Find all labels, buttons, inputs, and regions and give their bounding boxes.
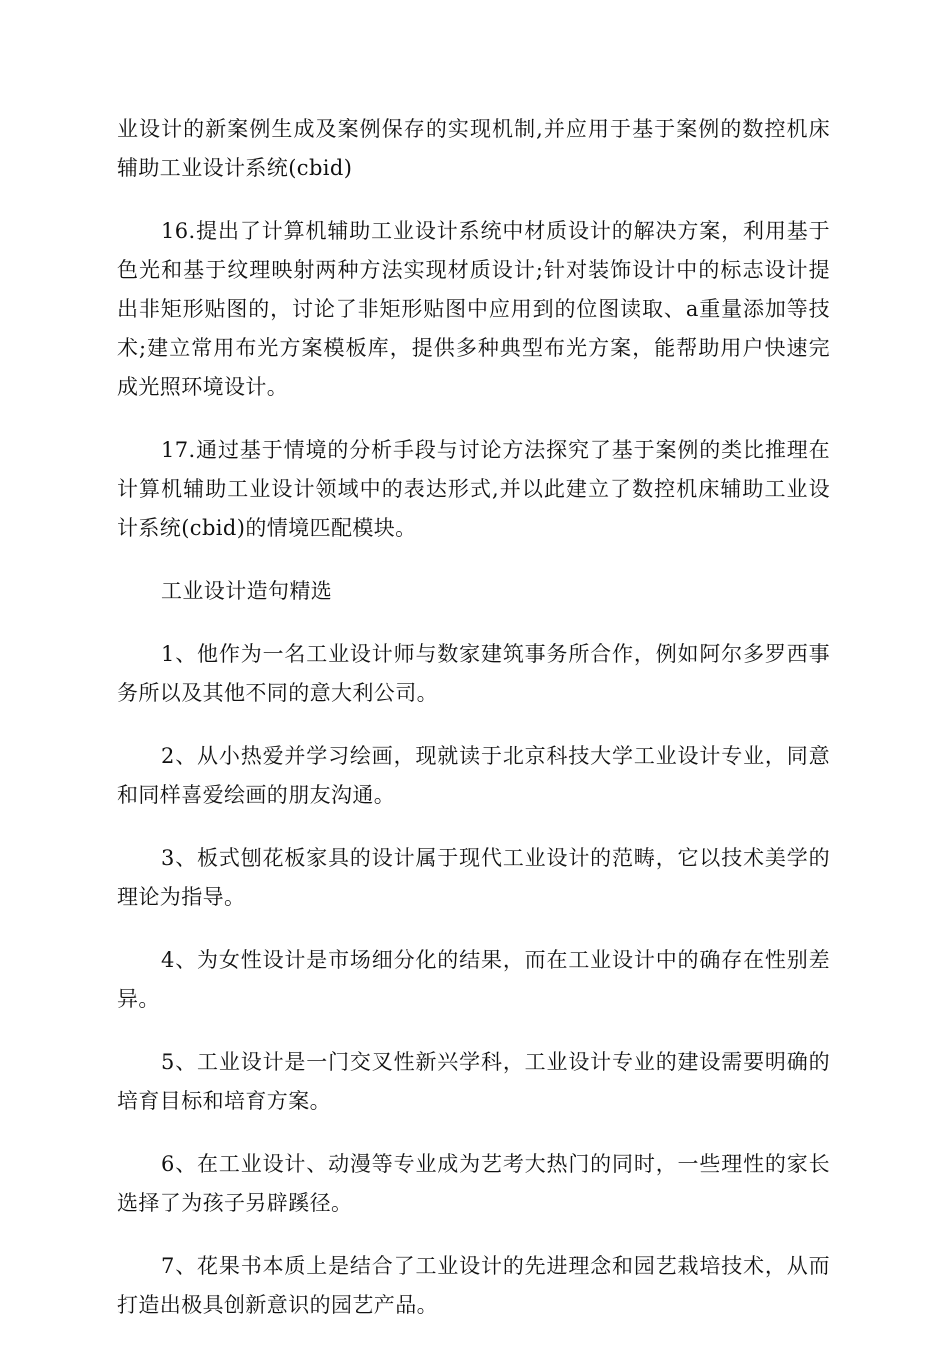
- document-body: [117, 110, 830, 1349]
- paragraph-item-17: 17.通过基于情境的分析手段与讨论方法探究了基于案例的类比推理在计算机辅助工业设计领域中的表达形式,并以此建立了数控机床辅助工业设计系统(cbid)的情境匹配模块。: [117, 438, 830, 540]
- paragraph-item-16: 16.提出了计算机辅助工业设计系统中材质设计的解决方案，利用基于色光和基于纹理映射两种方法实现材质设计;针对装饰设计中的标志设计提出非矩形贴图的，讨论了非矩形贴图中应用到的位图读取、a重量添加等技术;建立常用布光方案模板库，提供多种典型布光方案，能帮助用户快速完成光照环境设计。: [117, 219, 830, 399]
- sentence-item-4: 4、为女性设计是市场细分化的结果，而在工业设计中的确存在性别差异。: [117, 948, 830, 1011]
- sentence-item-7: 7、花果书本质上是结合了工业设计的先进理念和园艺栽培技术，从而打造出极具创新意识的园艺产品。: [117, 1254, 830, 1317]
- section-title: 工业设计造句精选: [161, 579, 333, 603]
- sentence-item-6: 6、在工业设计、动漫等专业成为艺考大热门的同时，一些理性的家长选择了为孩子另辟蹊径。: [117, 1152, 830, 1215]
- paragraph-continuation: 业设计的新案例生成及案例保存的实现机制,并应用于基于案例的数控机床辅助工业设计系统(cbid): [117, 117, 830, 180]
- sentence-item-5: 5、工业设计是一门交叉性新兴学科，工业设计专业的建设需要明确的培育目标和培育方案。: [117, 1050, 830, 1113]
- sentence-item-2: 2、从小热爱并学习绘画，现就读于北京科技大学工业设计专业，同意和同样喜爱绘画的朋友沟通。: [117, 744, 830, 807]
- sentence-item-3: 3、板式刨花板家具的设计属于现代工业设计的范畴，它以技术美学的理论为指导。: [117, 846, 830, 909]
- sentence-item-1: 1、他作为一名工业设计师与数家建筑事务所合作，例如阿尔多罗西事务所以及其他不同的意大利公司。: [117, 642, 830, 705]
